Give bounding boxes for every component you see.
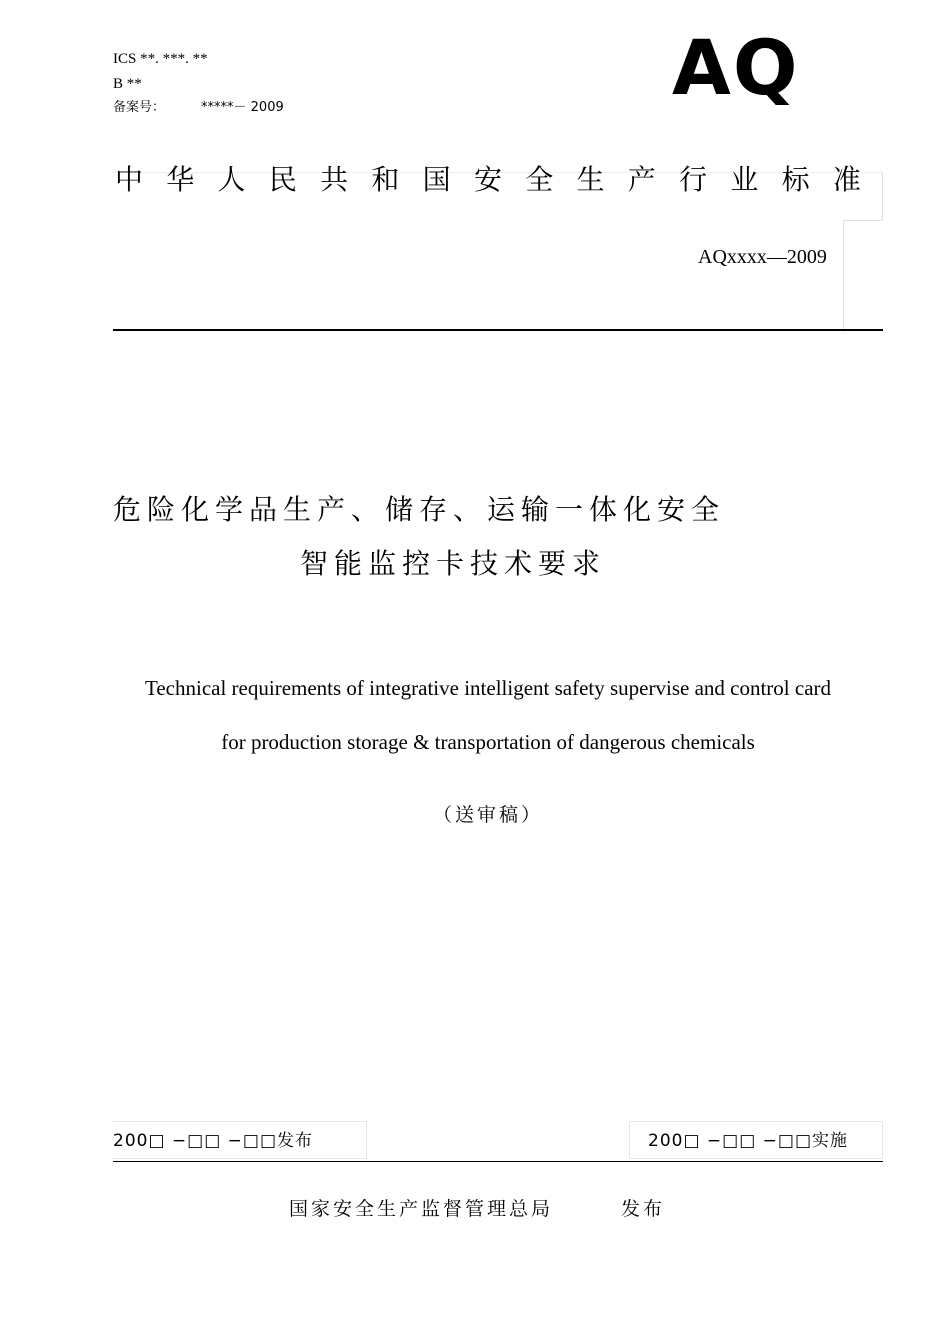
standard-number: AQxxxx—2009 [698, 246, 827, 268]
org-char: 生 [576, 163, 605, 196]
frame-line-inner-left [843, 220, 844, 330]
org-char: 行 [679, 163, 708, 196]
org-char: 全 [525, 163, 554, 196]
org-char: 国 [422, 163, 451, 196]
title-en-line1: Technical requirements of integrative intelligent safety supervise and control card [144, 676, 832, 700]
org-char: 和 [371, 163, 400, 196]
implement-date: 200□ −□□ −□□实施 [648, 1131, 849, 1151]
organization-title [113, 160, 863, 200]
registration-label: 备案号： [113, 100, 166, 115]
org-char: 华 [166, 163, 195, 196]
header-rule [113, 329, 883, 331]
org-char: 共 [320, 163, 349, 196]
org-char: 准 [832, 163, 861, 196]
frame-line-right [882, 172, 883, 220]
title-cn-line1: 危险化学品生产、储存、运输一体化安全 [113, 493, 726, 526]
org-char: 安 [473, 163, 502, 196]
registration-number [113, 99, 284, 117]
issuer-suffix: 发布 [621, 1198, 666, 1220]
ics-code: ICS **. ***. ** [113, 51, 208, 67]
classification-code: B ** [113, 76, 142, 92]
title-en-line2: for production storage & transportation of dangerous chemicals [221, 730, 755, 754]
draft-label: （送审稿） [432, 804, 543, 826]
footer-rule [113, 1161, 883, 1162]
issuer-name: 国家安全生产监督管理总局 [289, 1198, 554, 1220]
org-char: 产 [627, 163, 656, 196]
org-char: 民 [268, 163, 297, 196]
aq-logo: AQ [672, 23, 800, 112]
frame-line-inner-top [843, 220, 883, 221]
org-char: 标 [781, 163, 810, 196]
title-cn-line2: 智能监控卡技术要求 [300, 547, 607, 580]
publish-date: 200□ −□□ −□□发布 [113, 1131, 314, 1151]
org-char: 中 [114, 163, 143, 196]
registration-value: *****－ 2009 [201, 100, 284, 115]
org-char: 人 [217, 163, 246, 196]
org-char: 业 [730, 163, 759, 196]
